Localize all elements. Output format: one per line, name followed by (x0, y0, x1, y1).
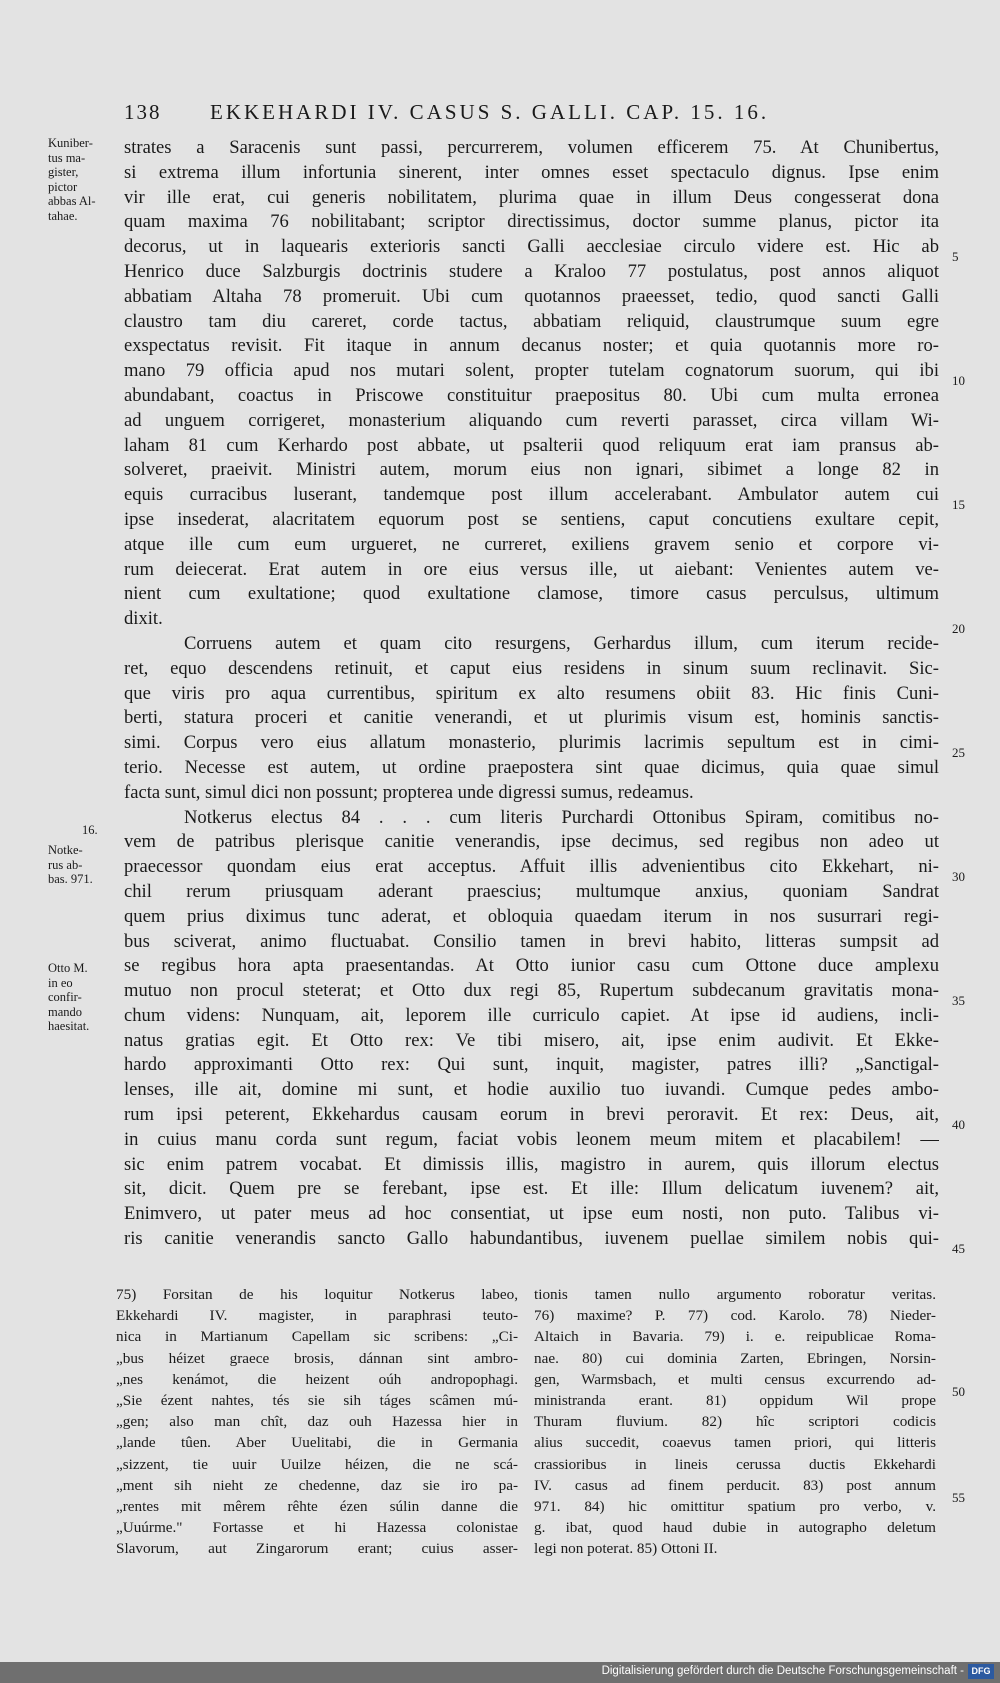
footnote-line: alius succedit, coaevus tamen priori, qui litteris (534, 1434, 936, 1452)
margin-note-chapter-16: 16. (82, 823, 98, 837)
credit-bar (0, 1662, 1000, 1683)
footnote-line: „lande tûen. Aber Uuelitabi, die in Germania (116, 1434, 518, 1452)
text-line: strates a Saracenis sunt passi, percurrerem, volumen efficerem 75. At Chunibertus, (124, 137, 939, 158)
margin-note-otto: Otto M. in eo confir- mando haesitat. (48, 961, 90, 1034)
line-number: 10 (952, 373, 965, 388)
line-number: 5 (952, 249, 959, 264)
line-number: 30 (952, 869, 965, 884)
footnote-line: crassioribus in lineis cerussa ductis Ekkehardi (534, 1455, 936, 1473)
text-line: se regibus hora apta praesentandas. At Otto iunior casu cum Ottone duce amplexu (124, 955, 939, 977)
text-line: hardo approximanti Otto rex: Qui sunt, inquit, magister, patres illi? „Sanctigal- (124, 1054, 939, 1076)
line-number: 25 (952, 745, 965, 760)
funding-credit: Digitalisierung gefördert durch die Deutsche Forschungsgemeinschaft - (601, 1665, 964, 1677)
text-line: natus gratias egit. Et Otto rex: Ve tibi misero, ait, ipse enim audivit. Et Ekke- (124, 1029, 939, 1051)
text-line: ad unguem corrigeret, monasterium aliquando cum reverti parasset, circa villam Wi- (124, 409, 939, 431)
footnote-line: „sizzent, tie uuir Uuilze héizen, die ne scá- (116, 1455, 518, 1473)
text-line: solveret, praeivit. Ministri autem, morum eius non ignari, sibimet a longe 82 in (124, 459, 939, 481)
text-line: equis curracibus luserant, tandemque post illum accelerabant. Ambulator autem cui (124, 484, 939, 506)
text-line: ris canitie venerandis sancto Gallo habundantibus, iuvenem puellae similem nobis qui- (124, 1228, 939, 1250)
text-line: ret, equo descendens retinuit, et caput eius residens in sinum suum reclinavit. Sic- (124, 657, 939, 679)
text-line: vir ille erat, cui generis nobilitatem, plurima quae in illum Deus congesserat dona (124, 186, 939, 208)
text-line: laham 81 cum Kerhardo post abbate, ut psalterii quod reliquum erat iam pransus ab- (124, 434, 939, 456)
text-line: rum deiecerat. Erat autem in ore eius versus ille, ut aiebant: Venientes autem ve- (124, 558, 939, 580)
text-line: ipse insederat, alacritatem equorum post se sentiens, caput concutiens exultare cepit, (124, 508, 939, 530)
text-line: exspectatus revisit. Fit itaque in annum decanus noster; et quia quotannis more ro- (124, 335, 939, 357)
footnote-line: Altaich in Bavaria. 79) i. e. reipublicae Roma- (534, 1328, 936, 1346)
page-number: 138 (124, 100, 162, 124)
footnote-line: „ment sih nieht ze chedenne, daz sie iro pa- (116, 1476, 518, 1494)
text-line: mutuo non procul steterat; et Otto dux regi 85, Rupertum subdecanum gravitatis mona- (124, 980, 939, 1002)
footnote-line: g. ibat, quod haud dubie in autographo deletum (534, 1519, 936, 1537)
line-number: 35 (952, 993, 965, 1008)
text-line: simi. Corpus vero eius allatum monasterio, plurimis lacrimis sepultum est in cimi- (124, 732, 939, 754)
text-line: chum videns: Nunquam, ait, leporem ille curriculo capiet. At ipse id audiens, incli- (124, 1004, 939, 1026)
footnotes-left-column (116, 1284, 518, 1559)
footnote-line: legi non poterat. 85) Ottoni II. (534, 1540, 718, 1558)
text-line: praecessor quondam eius erat acceptus. Affuit illis advenientibus cito Ekkehart, ni- (124, 856, 939, 878)
margin-note-kunibertus: Kuniber- tus ma- gister, pictor abbas Al- tahae. (48, 136, 96, 223)
footnote-line: nae. 80) cui dominia Zarten, Ebringen, Norsin- (534, 1349, 936, 1367)
text-line: atque ille cum eum urgueret, ne curreret, exiliens gravem senio et corpore vi- (124, 533, 939, 555)
page-header (124, 100, 844, 125)
footnote-line: nica in Martianum Capellam sic scribens: „Ci- (116, 1328, 518, 1346)
footnote-line: „rentes mit mêrem rêhte ézen súlin danne die (116, 1497, 518, 1515)
footnote-line: „bus héizet graece brosis, dánnan sint ambro- (116, 1349, 518, 1367)
text-line: Notkerus electus 84 . . . cum literis Purchardi Ottonibus Spiram, comitibus no- (184, 806, 939, 828)
text-line: lenses, ille ait, domine mi sunt, et hodie auxilio tuo iuvandi. Cumque pedes ambo- (124, 1079, 939, 1101)
dfg-logo-icon: DFG (968, 1664, 994, 1679)
text-line: quam maxima 76 nobilitabant; scriptor directissimus, doctor summe planus, pictor ita (124, 211, 939, 233)
footnote-line-number: 55 (952, 1490, 965, 1505)
text-line: facta sunt, simul dici non possunt; propterea unde digressi sumus, redeamus. (124, 781, 694, 803)
text-line: berti, statura proceri et canitie venerandi, et ut plurimis visum est, hominis sanctis- (124, 707, 939, 729)
footnote-line: „Uuúrme." Fortasse et hi Hazessa colonistae (116, 1519, 518, 1537)
footnote-line: Ekkehardi IV. magister, in paraphrasi teuto- (116, 1307, 518, 1325)
text-line: Henrico duce Salzburgis doctrinis studere a Kraloo 77 postulatus, post annos aliquot (124, 260, 939, 282)
text-line: nient cum exultatione; quod exultatione clamose, timore casus perculsus, ultimum (124, 583, 939, 605)
text-line: Enimvero, ut pater meus ad hoc consentiat, ut ipse eum nosti, non puto. Talibus vi- (124, 1203, 939, 1225)
footnote-line: Slavorum, aut Zingarorum erant; cuius asser- (116, 1540, 518, 1558)
footnote-line: „gen; also man chît, daz ouh Hazessa hier in (116, 1413, 518, 1431)
text-line: terio. Necesse est autem, ut ordine praepostera sint quae dicimus, quia quae simul (124, 756, 939, 778)
text-line: sit, dicit. Quem pre se ferebant, ipse est. Et ille: Illum delicatum iuvenem? ait, (124, 1178, 939, 1200)
footnote-line: gen, Warmsbach, et multi census excurrendo ad- (534, 1370, 936, 1388)
footnote-line: IV. casus ad finem perducit. 83) post annum (534, 1476, 936, 1494)
text-line: Corruens autem et quam cito resurgens, Gerhardus illum, cum iterum recide- (184, 632, 939, 654)
text-line: in cuius manu corda sunt regum, faciat vobis leonem meum mitem et placabilem! — (124, 1128, 939, 1150)
text-line: decorus, ut in laquearis exterioris sancti Galli aecclesiae circulo videre est. Hic ab (124, 236, 939, 258)
text-line: que viris pro aqua currentibus, spiritum ex alto resumens obiit 83. Hic finis Cuni- (124, 682, 939, 704)
margin-note-notkerus: Notke- rus ab- bas. 971. (48, 843, 93, 887)
footnote-line: Thuram fluvium. 82) hîc scriptori codicis (534, 1413, 936, 1431)
footnote-line: 76) maxime? P. 77) cod. Karolo. 78) Nieder- (534, 1307, 936, 1325)
footnote-line: „nes kenámot, die heizent oúh andropophagi. (116, 1370, 518, 1388)
running-title: EKKEHARDI IV. CASUS S. GALLI. CAP. 15. 16. (210, 100, 770, 124)
text-line: rum ipsi peterent, Ekkehardus causam eorum in brevi peroravit. Et rex: Deus, ait, (124, 1104, 939, 1126)
line-number: 20 (952, 621, 965, 636)
footnote-line: 75) Forsitan de his loquitur Notkerus labeo, (116, 1286, 518, 1303)
text-line: dixit. (124, 608, 163, 630)
text-line: quem prius diximus tunc aderat, et obloquia quaedam iterum in nos susurrari regi- (124, 905, 939, 927)
text-line: si extrema illum infortunia sinerent, inter omnes esset spectaculo dignus. Ipse enim (124, 161, 939, 183)
footnotes-right-column (534, 1284, 936, 1559)
text-line: abundabant, coactus in Priscowe constituitur praepositus 80. Ubi cum multa erronea (124, 384, 939, 406)
footnote-line: tionis tamen nullo argumento roboratur veritas. (534, 1286, 936, 1303)
text-line: claustro tam diu careret, corde tactus, abbatiam reliquid, claustrumque suum egre (124, 310, 939, 332)
text-line: abbatiam Altaha 78 promeruit. Ubi cum quotannos praeesset, tedio, quod sancti Galli (124, 285, 939, 307)
text-line: mano 79 officia apud nos mutari solent, propter tutelam cognatorum suorum, qui ibi (124, 360, 939, 382)
text-line: vem de patribus plerisque canitie venerandis, ipse decimus, sed regibus non adeo ut (124, 831, 939, 853)
line-number: 15 (952, 497, 965, 512)
text-line: sic enim patrem vocabat. Et dimissis illis, magistro in aurem, quis illorum electus (124, 1153, 939, 1175)
text-line: chil rerum priusquam aderant praescius; multumque anxius, quoniam Sandrat (124, 880, 939, 902)
line-number: 40 (952, 1117, 965, 1132)
footnote-line: ministranda erant. 81) oppidum Wil prope (534, 1391, 936, 1409)
footnote-line: „Sie ézent nahtes, tés sie sih táges scâmen mú- (116, 1391, 518, 1409)
text-line: bus sciverat, animo fluctuabat. Consilio tamen in brevi habito, litteras sumpsit ad (124, 930, 939, 952)
footnote-line: 971. 84) hic omittitur spatium pro verbo, v. (534, 1497, 936, 1515)
footnote-line-number: 50 (952, 1384, 965, 1399)
line-number: 45 (952, 1241, 965, 1256)
main-text (124, 136, 939, 1252)
